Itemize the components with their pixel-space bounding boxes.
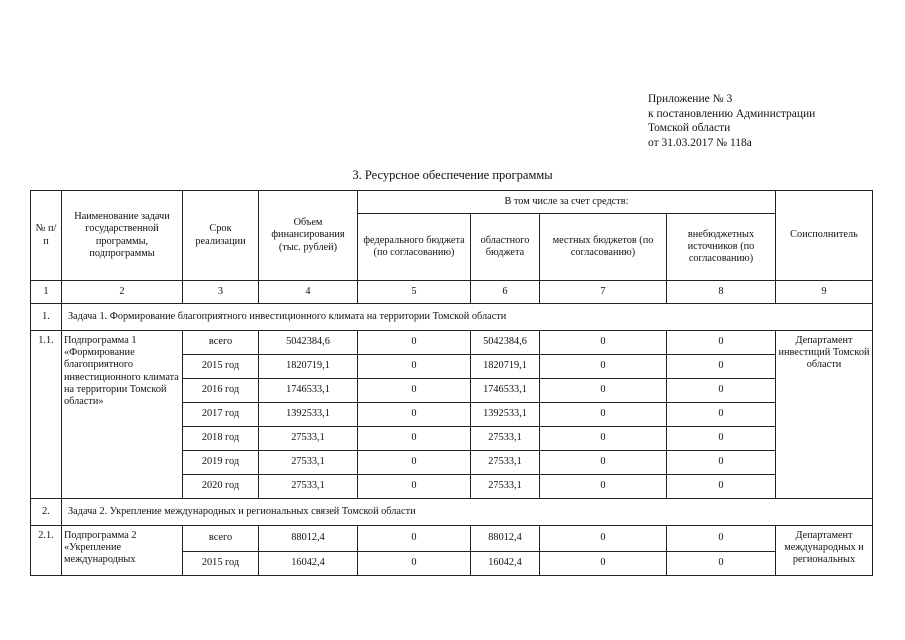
column-number: 1 [31, 281, 62, 304]
extra-cell: 0 [667, 526, 776, 552]
column-number-row [31, 281, 873, 304]
regional-cell: 27533,1 [471, 451, 540, 475]
volume-cell: 1820719,1 [259, 355, 358, 379]
document-title: 3. Ресурсное обеспечение программы [352, 168, 553, 182]
column-number: 2 [62, 281, 183, 304]
regional-cell: 1392533,1 [471, 403, 540, 427]
header-name: Наименование задачи государственной программы, подпрограммы [62, 191, 183, 281]
volume-cell: 1746533,1 [259, 379, 358, 403]
term-cell: 2015 год [183, 355, 259, 379]
volume-cell: 5042384,6 [259, 331, 358, 355]
header-num: № п/п [31, 191, 62, 281]
extra-cell: 0 [667, 552, 776, 576]
column-number: 6 [471, 281, 540, 304]
local-cell: 0 [540, 355, 667, 379]
table-row [31, 526, 873, 552]
local-cell: 0 [540, 403, 667, 427]
local-cell: 0 [540, 451, 667, 475]
federal-cell: 0 [358, 355, 471, 379]
federal-cell: 0 [358, 526, 471, 552]
task-text: Задача 2. Укрепление международных и региональных связей Томской области [62, 499, 873, 526]
federal-cell: 0 [358, 552, 471, 576]
term-cell: 2017 год [183, 403, 259, 427]
local-cell: 0 [540, 552, 667, 576]
federal-cell: 0 [358, 475, 471, 499]
coexecutor-cell: Департамент инвестиций Томской области [776, 331, 873, 499]
subprogram-name: Подпрограмма 1 «Формирование благоприятного инвестиционного климата на территории Томской области» [62, 331, 183, 499]
volume-cell: 27533,1 [259, 475, 358, 499]
header-term: Срок реализации [183, 191, 259, 281]
term-cell: 2020 год [183, 475, 259, 499]
appendix-block [648, 92, 815, 150]
term-cell: всего [183, 331, 259, 355]
regional-cell: 1820719,1 [471, 355, 540, 379]
extra-cell: 0 [667, 427, 776, 451]
header-group: В том числе за счет средств: [358, 191, 776, 214]
task-number: 1. [31, 304, 62, 331]
header-local: местных бюджетов (по согласованию) [540, 214, 667, 281]
coexecutor-cell: Департамент международных и региональных [776, 526, 873, 576]
term-cell: 2018 год [183, 427, 259, 451]
extra-cell: 0 [667, 379, 776, 403]
volume-cell: 27533,1 [259, 451, 358, 475]
task-number: 2. [31, 499, 62, 526]
extra-cell: 0 [667, 475, 776, 499]
local-cell: 0 [540, 475, 667, 499]
column-number: 8 [667, 281, 776, 304]
regional-cell: 1746533,1 [471, 379, 540, 403]
regional-cell: 27533,1 [471, 475, 540, 499]
column-number: 9 [776, 281, 873, 304]
extra-cell: 0 [667, 331, 776, 355]
resource-table [30, 190, 873, 576]
volume-cell: 27533,1 [259, 427, 358, 451]
appendix-line: Томской области [648, 122, 731, 135]
header-extra: внебюджетных источников (по согласованию) [667, 214, 776, 281]
federal-cell: 0 [358, 451, 471, 475]
local-cell: 0 [540, 379, 667, 403]
federal-cell: 0 [358, 331, 471, 355]
column-number: 3 [183, 281, 259, 304]
appendix-line: Приложение № 3 [648, 93, 733, 105]
regional-cell: 27533,1 [471, 427, 540, 451]
subprogram-name: Подпрограмма 2 «Укрепление международных [62, 526, 183, 576]
appendix-line: от 31.03.2017 № 118а [648, 136, 752, 149]
header-volume: Объем финансирования (тыс. рублей) [259, 191, 358, 281]
regional-cell: 5042384,6 [471, 331, 540, 355]
term-cell: 2015 год [183, 552, 259, 576]
regional-cell: 88012,4 [471, 526, 540, 552]
local-cell: 0 [540, 526, 667, 552]
column-number: 5 [358, 281, 471, 304]
term-cell: 2016 год [183, 379, 259, 403]
local-cell: 0 [540, 331, 667, 355]
column-number: 4 [259, 281, 358, 304]
header-federal: федерального бюджета (по согласованию) [358, 214, 471, 281]
term-cell: 2019 год [183, 451, 259, 475]
extra-cell: 0 [667, 403, 776, 427]
header-row [31, 191, 873, 214]
extra-cell: 0 [667, 451, 776, 475]
header-coexecutor: Соисполнитель [776, 191, 873, 281]
header-regional: областного бюджета [471, 214, 540, 281]
volume-cell: 1392533,1 [259, 403, 358, 427]
table-row [31, 331, 873, 355]
column-number: 7 [540, 281, 667, 304]
regional-cell: 16042,4 [471, 552, 540, 576]
appendix-line: к постановлению Администрации [648, 107, 816, 120]
task-row [31, 499, 873, 526]
term-cell: всего [183, 526, 259, 552]
federal-cell: 0 [358, 427, 471, 451]
volume-cell: 88012,4 [259, 526, 358, 552]
federal-cell: 0 [358, 403, 471, 427]
task-text: Задача 1. Формирование благоприятного инвестиционного климата на территории Томской области [62, 304, 873, 331]
task-row [31, 304, 873, 331]
volume-cell: 16042,4 [259, 552, 358, 576]
federal-cell: 0 [358, 379, 471, 403]
subprogram-number: 1.1. [31, 331, 62, 499]
extra-cell: 0 [667, 355, 776, 379]
local-cell: 0 [540, 427, 667, 451]
subprogram-number: 2.1. [31, 526, 62, 576]
